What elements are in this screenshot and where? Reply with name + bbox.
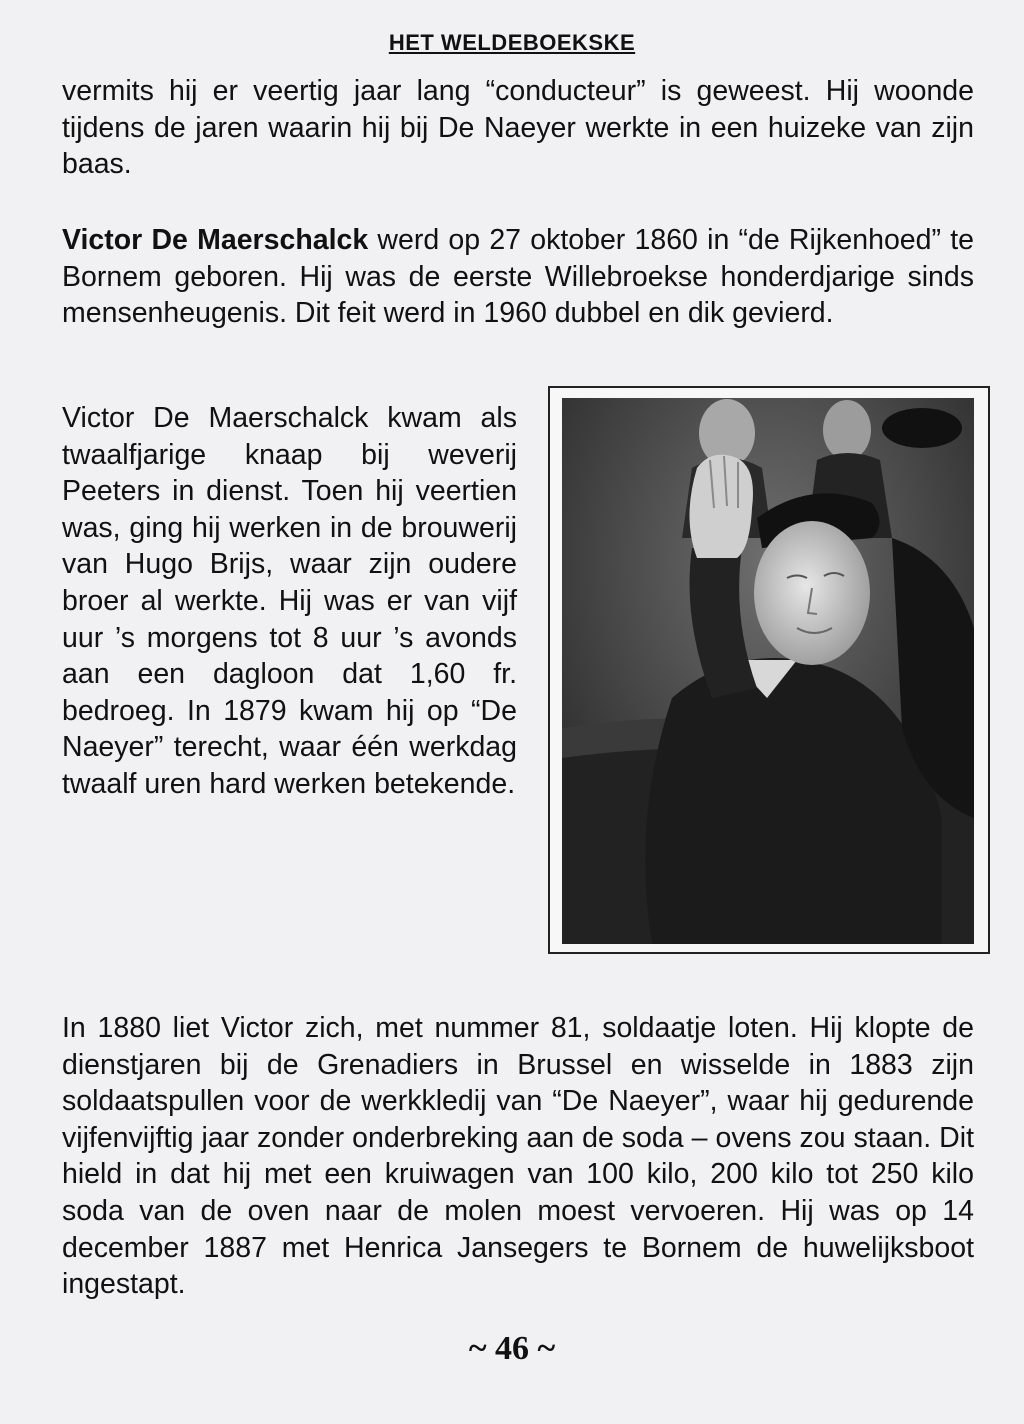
person-name-bold: Victor De Maerschalck	[62, 224, 369, 256]
photo-illustration	[562, 398, 974, 944]
page-number: ~ 46 ~	[468, 1330, 556, 1367]
publication-header: HET WELDEBOEKSKE	[388, 30, 636, 55]
paragraph-3: Victor De Maerschalck kwam als twaalfjarige knaap bij weverij Peeters in dienst. Toen hij veertien was, ging hij werken in de brouwerij van Hugo Brijs, waar zijn oudere broer al werkte. Hij was er van vijf uur ’s morgens tot 8 uur ’s avonds aan een dagloon dat 1,60 fr. bedroeg. In 1879 kwam hij op “De Naeyer” terecht, waar één werkdag twaalf uren hard werken betekende.	[62, 402, 517, 800]
photo-frame	[548, 386, 990, 954]
paragraph-2	[62, 222, 974, 332]
paragraph-2-text: werd op 27 oktober 1860 in “de Rijkenhoed” te Bornem geboren. Hij was de eerste Willebroekse honderdjarige sinds mensenheugenis. Dit feit werd in 1960 dubbel en dik gevierd.	[62, 224, 974, 330]
paragraph-1: vermits hij er veertig jaar lang “conducteur” is geweest. Hij woonde tijdens de jaren waarin hij bij De Naeyer werkte in een huizeke van zijn baas.	[62, 75, 974, 181]
paragraph-4: In 1880 liet Victor zich, met nummer 81, soldaatje loten. Hij klopte de dienstjaren bij de Grenadiers in Brussel en wisselde in 1883 zijn soldaatspullen voor de werkkledij van “De Naeyer”, waar hij gedurende vijfenvijftig jaar zonder onderbreking aan de soda – ovens zou staan. Dit hield in dat hij met een kruiwagen van 100 kilo, 200 kilo tot 250 kilo soda van de oven naar de molen moest vervoeren. Hij was op 14 december 1887 met Henrica Jansegers te Bornem de huwelijksboot ingestapt.	[62, 1012, 974, 1301]
elderly-man-waving-photo	[562, 398, 974, 944]
